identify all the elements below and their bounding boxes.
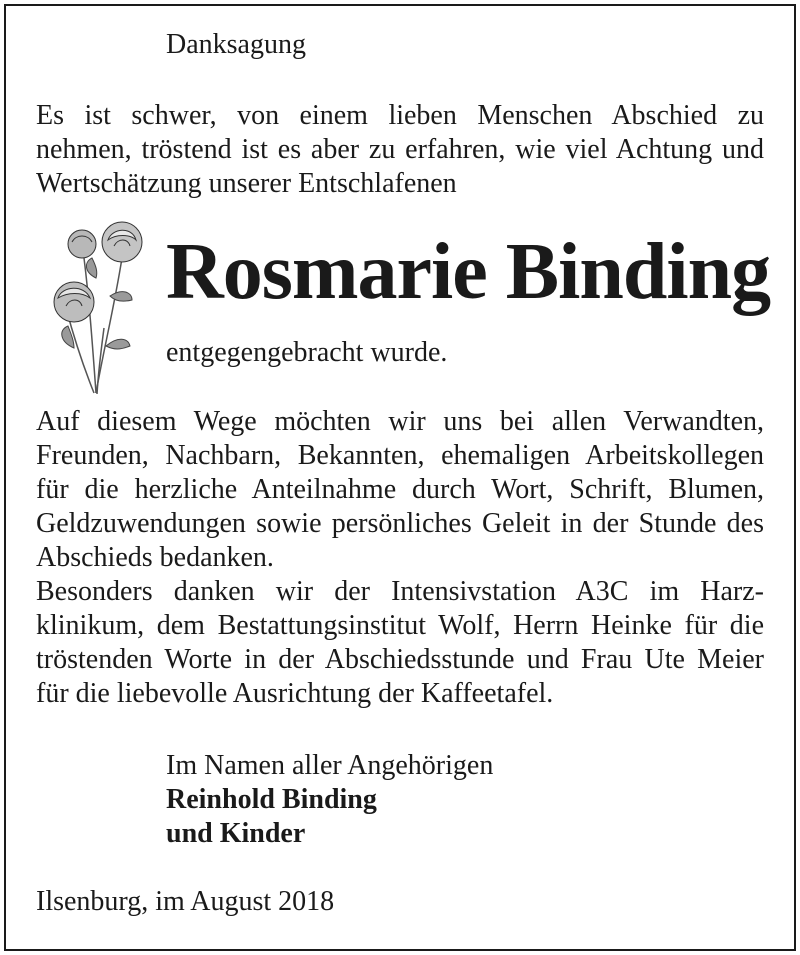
intro-line: Wertschätzung unserer Entschlafenen [36, 168, 457, 199]
thanks-line: Geldzuwendungen sowie persönliches Geleit in der Stunde des [36, 508, 764, 539]
deceased-name: Rosmarie Binding [166, 228, 771, 316]
thanks-line: Abschieds bedanken. [36, 542, 274, 573]
heading: Danksagung [166, 29, 306, 60]
after-name-text: entgegengebracht wurde. [166, 337, 448, 368]
thanks-line: Besonders danken wir der Intensivstation A3C im Harz- [36, 576, 764, 607]
thanks-line: für die liebevolle Ausrichtung der Kaffeetafel. [36, 678, 554, 709]
intro-line: Es ist schwer, von einem lieben Menschen Abschied zu [36, 100, 764, 131]
intro-line: nehmen, tröstend ist es aber zu erfahren, wie viel Achtung und [36, 134, 764, 165]
thanks-line: Freunden, Nachbarn, Bekannten, ehemaligen Arbeitskollegen [36, 440, 764, 471]
thanks-line: für die herzliche Anteilnahme durch Wort, Schrift, Blumen, [36, 474, 764, 505]
thanks-line: Auf diesem Wege möchten wir uns bei allen Verwandten, [36, 406, 764, 437]
roses-icon [44, 218, 148, 398]
signature-name: Reinhold Binding [166, 784, 377, 815]
place-date: Ilsenburg, im August 2018 [36, 886, 335, 917]
thanks-line: klinikum, dem Bestattungsinstitut Wolf, Herrn Heinke für die [36, 610, 764, 641]
signature-intro: Im Namen aller Angehörigen [166, 750, 494, 781]
thanks-line: tröstenden Worte in der Abschiedsstunde und Frau Ute Meier [36, 644, 764, 675]
signature-family: und Kinder [166, 818, 306, 849]
